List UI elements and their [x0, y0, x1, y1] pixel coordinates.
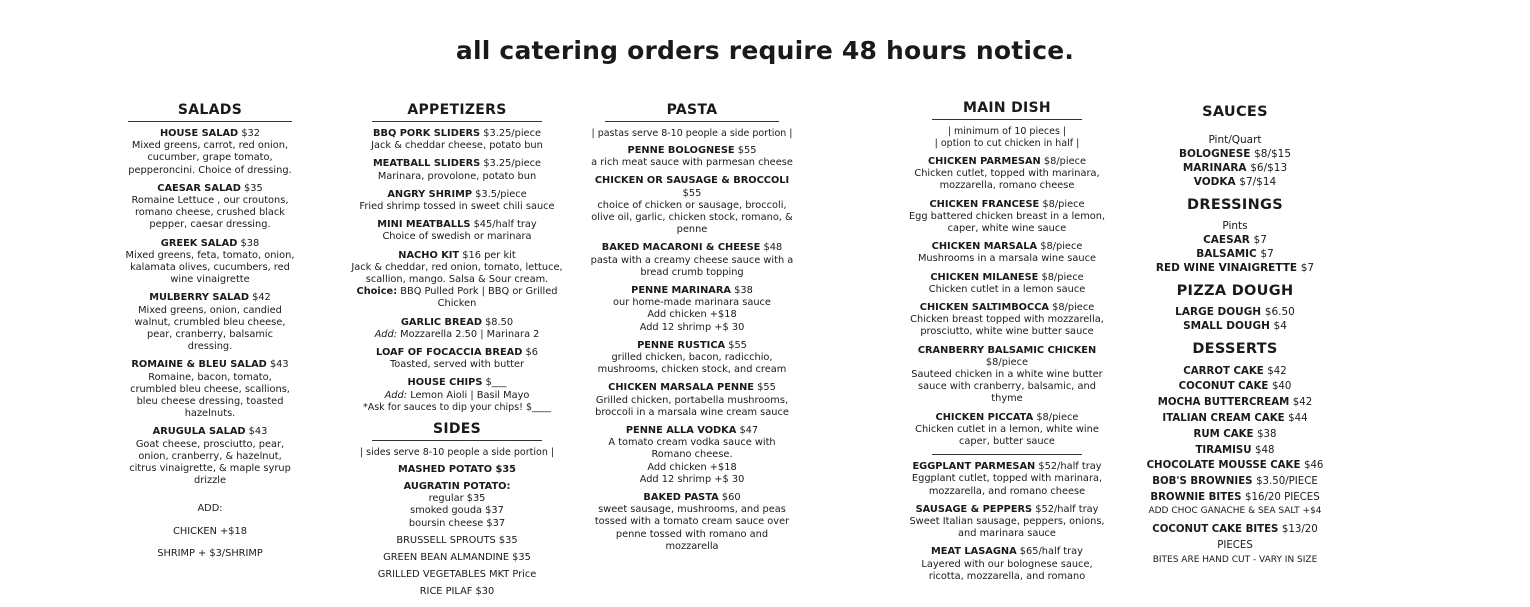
salad-item-header [124, 426, 296, 438]
brownie-bites-note: ADD CHOC GANACHE & SEA SALT +$4 [1148, 505, 1322, 516]
pasta-item-name: PENNE MARINARA [631, 285, 731, 297]
main-dish-item-description: Chicken cutlet in a lemon sauce [928, 283, 1086, 295]
salads-add-list [124, 526, 296, 560]
dessert-item-price: $38 [1257, 428, 1277, 440]
main-dish-item-price: $8/piece [1040, 241, 1083, 253]
sides-divider [372, 440, 542, 441]
dressings-list [1140, 233, 1330, 275]
sauce-item-name: BOLOGNESE [1178, 148, 1251, 160]
salad-item-header [124, 183, 296, 195]
main-dish-title: MAIN DISH [963, 100, 1051, 116]
pasta-item-header [590, 340, 794, 352]
pasta-divider [605, 121, 779, 122]
salad-item-price: $42 [252, 292, 271, 304]
appetizer-item-choice [344, 286, 570, 310]
main-dish-item-header [908, 199, 1106, 211]
main-dish-item-description: Mushrooms in a marsala wine sauce [917, 253, 1097, 265]
appetizer-item-price: $16 per kit [462, 249, 516, 261]
pizza-dough-list [1140, 305, 1330, 333]
dessert-item-name: COCONUT CAKE [1178, 381, 1269, 393]
tray-item [908, 504, 1106, 541]
main-dish-item-description: Chicken cutlet in a lemon, white wine caper, butter sauce [915, 423, 1099, 448]
appetizer-item-name: MEATBALL SLIDERS [372, 158, 481, 170]
salad-item-name: GREEK SALAD [160, 237, 238, 249]
pasta-item-header [590, 242, 794, 254]
dessert-item-price: $44 [1288, 413, 1308, 424]
dessert-item-name: CHOCOLATE MOUSSE CAKE [1146, 460, 1301, 472]
dessert-item [1140, 490, 1330, 506]
appetizer-item-addon [344, 390, 570, 402]
pizza-dough-item-name: SMALL DOUGH [1183, 320, 1270, 333]
pasta-item-header [590, 382, 794, 394]
pasta-item-name: BAKED MACARONI & CHEESE [601, 242, 761, 254]
pasta-item-header [590, 175, 794, 199]
sauce-item-price: $8/$15 [1254, 148, 1292, 160]
appetizer-item [344, 219, 570, 243]
appetizer-item [344, 377, 570, 413]
appetizer-item [344, 189, 570, 213]
sauce-item-name: MARINARA [1182, 162, 1247, 174]
salad-item-header [124, 292, 296, 304]
main-dish-item-header [908, 345, 1106, 369]
main-dish-item [908, 199, 1106, 236]
dessert-item-name: ITALIAN CREAM CAKE [1162, 413, 1285, 424]
pasta-item-header [590, 425, 794, 437]
salads-divider [128, 121, 292, 122]
dessert-item [1140, 395, 1330, 411]
main-dish-item-name: CHICKEN PARMESAN [927, 156, 1041, 167]
main-dish-item-price: $8/piece [1036, 411, 1079, 423]
appetizer-item [344, 250, 570, 311]
desserts-footer-note: BITES ARE HAND CUT - VARY IN SIZE [1152, 555, 1318, 566]
main-dish-divider [932, 119, 1082, 120]
main-dish-item-name: CHICKEN MILANESE [930, 271, 1039, 283]
pasta-item-name: CHICKEN OR SAUSAGE & BROCCOLI [594, 175, 790, 187]
dressing-item [1140, 247, 1330, 261]
tray-item [908, 546, 1106, 583]
salad-item-description: Goat cheese, prosciutto, pear, onion, cranberry, & hazelnut, citrus vinaigrette, & maple syrup drizzle [129, 438, 291, 487]
salad-item-header [124, 238, 296, 250]
dessert-item-name: CARROT CAKE [1183, 365, 1264, 377]
appetizer-item-description: Toasted, served with butter [389, 359, 525, 371]
tray-item-header [908, 546, 1106, 558]
pasta-item-description: A tomato cream vodka sauce with Romano cheese. [608, 437, 776, 461]
pasta-item-name: PENNE BOLOGNESE [627, 145, 735, 156]
main-dish-item-header [908, 241, 1106, 253]
pasta-item-extra: Add 12 shrimp +$ 30 [639, 473, 745, 485]
main-dish-item-name: CHICKEN FRANCESE [929, 198, 1040, 210]
pasta-item-description: pasta with a creamy cheese sauce with a bread crumb topping [590, 254, 794, 278]
sauce-item-name: VODKA [1193, 176, 1236, 188]
appetizer-item-name: MINI MEATBALLS [377, 219, 471, 231]
dessert-item-name: BROWNIE BITES [1150, 491, 1242, 503]
salad-item [124, 359, 296, 420]
pasta-item-price: $38 [734, 285, 753, 297]
pasta-item [590, 492, 794, 553]
main-dish-note: | minimum of 10 pieces | [947, 126, 1067, 137]
sides-augratin-options [344, 493, 570, 530]
appetizers-title: APPETIZERS [407, 102, 507, 118]
coconut-cake-bites [1140, 522, 1330, 554]
main-dish-column [908, 99, 1106, 589]
salad-item-name: MULBERRY SALAD [149, 292, 249, 304]
pasta-item-price: $47 [739, 425, 759, 437]
desserts-list [1140, 364, 1330, 506]
pasta-item-price: $55 [757, 382, 776, 394]
appetizer-item-note: *Ask for sauces to dip your chips! $____ [362, 401, 552, 413]
tray-item-price: $65/half tray [1019, 546, 1083, 558]
pasta-item-price: $55 [728, 339, 747, 351]
tray-item-header [908, 504, 1106, 516]
pasta-item [590, 382, 794, 419]
dressing-item-name: CAESAR [1203, 234, 1250, 247]
sides-note: | sides serve 8-10 people a side portion | [359, 446, 555, 458]
main-dish-item-header [908, 302, 1106, 314]
pasta-item [590, 285, 794, 334]
side-item: RICE PILAF $30 [419, 586, 495, 598]
tray-item-name: EGGPLANT PARMESAN [912, 461, 1036, 473]
appetizer-item-price: $45/half tray [473, 219, 537, 231]
main-dish-notes [908, 126, 1106, 150]
main-dish-item-name: CHICKEN MARSALA [931, 241, 1038, 253]
main-dish-item-price: $8/piece [1041, 271, 1084, 283]
main-dish-item-description: Sauteed chicken in a white wine butter sauce with cranberry, balsamic, and thyme [911, 369, 1103, 405]
coconut-cake-bites-name: COCONUT CAKE BITES [1152, 523, 1279, 535]
augratin-option: regular $35 [428, 493, 486, 505]
salads-list [124, 128, 296, 487]
dressing-item-price: $7 [1260, 248, 1274, 261]
sides-mashed-potato: MASHED POTATO $35 [398, 463, 516, 475]
salad-item [124, 183, 296, 232]
dessert-item [1140, 474, 1330, 490]
main-dish-item [908, 302, 1106, 339]
salad-item-header [124, 359, 296, 371]
appetizers-divider [372, 121, 542, 122]
sauce-item [1140, 161, 1330, 175]
appetizer-item-header [344, 347, 570, 359]
main-dish-item-description: Chicken breast topped with mozzarella, prosciutto, white wine butter sauce [910, 314, 1104, 338]
dessert-item-name: BOB'S BROWNIES [1152, 476, 1253, 488]
dessert-item-price: $40 [1271, 381, 1292, 393]
pasta-item-description: Grilled chicken, portabella mushrooms, broccoli in a marsala wine cream sauce [595, 394, 789, 418]
main-dish-item-header [908, 412, 1106, 424]
pasta-item-description: our home-made marinara sauce [613, 297, 771, 309]
main-dish-tray-list [908, 461, 1106, 583]
pasta-item-description: grilled chicken, bacon, radicchio, mushrooms, chicken stock, and cream [597, 352, 787, 376]
tray-item-header [908, 461, 1106, 473]
pasta-item-name: PENNE RUSTICA [637, 339, 726, 351]
pizza-dough-item-price: $6.50 [1264, 306, 1295, 319]
pasta-list [590, 145, 794, 553]
appetizer-item-choice-text: BBQ Pulled Pork | BBQ or Grilled Chicken [400, 286, 558, 310]
dessert-item [1140, 458, 1330, 474]
pasta-item-header [590, 145, 794, 157]
main-dish-list [908, 156, 1106, 448]
salad-item-price: $43 [269, 359, 289, 371]
appetizer-item-addon [344, 329, 570, 341]
dessert-item-price: $48 [1255, 444, 1275, 456]
pasta-item-extra: Add 12 shrimp +$ 30 [639, 321, 745, 333]
main-dish-item-name: CHICKEN PICCATA [935, 411, 1034, 423]
tray-item [908, 461, 1106, 498]
tray-item-description: Layered with our bolognese sauce, ricotta, mozzarella, and romano [921, 558, 1093, 582]
appetizer-item-price: $6 [525, 347, 538, 359]
appetizer-item-name: NACHO KIT [398, 249, 460, 261]
main-dish-item-price: $8/piece [1052, 302, 1095, 314]
appetizer-item-addon-text: Mozzarella 2.50 | Marinara 2 [400, 328, 540, 340]
salad-item-description: Romaine Lettuce , our croutons, romano cheese, crushed black pepper, caesar dressing. [131, 195, 289, 231]
salad-item [124, 292, 296, 353]
appetizer-item-addon-label: Add: [374, 328, 398, 340]
sauce-item [1140, 147, 1330, 161]
pasta-item [590, 242, 794, 279]
appetizer-item [344, 317, 570, 341]
augratin-option: boursin cheese $37 [408, 517, 506, 529]
appetizer-item [344, 158, 570, 182]
appetizer-item-price: $___ [485, 377, 507, 389]
main-dish-item [908, 156, 1106, 193]
salad-item-price: $32 [241, 128, 261, 139]
dessert-item [1140, 364, 1330, 380]
appetizer-item-description: Fried shrimp tossed in sweet chili sauce [359, 201, 555, 213]
salad-item-description: Mixed greens, feta, tomato, onion, kalamata olives, cucumbers, red wine vinaigrette [125, 249, 295, 286]
salad-item [124, 238, 296, 287]
dressings-title: DRESSINGS [1187, 197, 1283, 213]
pasta-title: PASTA [666, 102, 718, 118]
appetizers-column [344, 101, 570, 604]
main-dish-item-name: CHICKEN SALTIMBOCCA [919, 302, 1049, 314]
appetizers-list [344, 128, 570, 414]
salad-add-option: CHICKEN +$18 [173, 525, 247, 537]
tray-item-price: $52/half tray [1035, 503, 1099, 515]
salad-item-description: Mixed greens, carrot, red onion, cucumber, grape tomato, pepperoncini. Choice of dressing. [128, 140, 292, 176]
pizza-dough-item [1140, 305, 1330, 319]
main-dish-item-price: $8/piece [985, 356, 1029, 368]
sauces-desserts-column [1140, 103, 1330, 566]
main-dish-item-description: Chicken cutlet, topped with marinara, mozzarella, romano cheese [914, 168, 1100, 192]
appetizer-item-price: $8.50 [485, 316, 514, 328]
appetizer-item-header [344, 219, 570, 231]
main-dish-item-name: CRANBERRY BALSAMIC CHICKEN [917, 344, 1097, 356]
side-item: BRUSSELL SPROUTS $35 [396, 534, 518, 546]
appetizer-item-name: LOAF OF FOCACCIA BREAD [376, 347, 523, 359]
dessert-item-name: MOCHA BUTTERCREAM [1157, 397, 1290, 409]
sides-title: SIDES [432, 420, 482, 437]
pasta-item-header [590, 492, 794, 504]
augratin-option: smoked gouda $37 [410, 505, 504, 517]
pizza-dough-title: PIZZA DOUGH [1176, 283, 1294, 300]
salad-item [124, 128, 296, 177]
salad-item [124, 426, 296, 487]
appetizer-item-name: ANGRY SHRIMP [387, 188, 473, 200]
salad-item-name: CAESAR SALAD [157, 182, 241, 194]
main-dish-item-header [908, 272, 1106, 284]
main-dish-item-price: $8/piece [1043, 156, 1087, 167]
appetizer-item-price: $3.5/piece [475, 188, 527, 200]
appetizer-item-name: GARLIC BREAD [400, 316, 482, 328]
appetizer-item [344, 347, 570, 371]
appetizer-item-header [344, 189, 570, 201]
main-dish-tray-divider [932, 454, 1082, 455]
dessert-item-price: $3.50/PIECE [1256, 476, 1318, 488]
sides-augratin-title: AUGRATIN POTATO: [403, 481, 511, 493]
tray-item-name: SAUSAGE & PEPPERS [915, 503, 1033, 515]
salad-item-header [124, 128, 296, 140]
dressing-item-name: RED WINE VINAIGRETTE [1155, 262, 1298, 275]
appetizer-item-description: Jack & cheddar cheese, potato bun [371, 140, 543, 152]
salad-item-name: ROMAINE & BLEU SALAD [131, 359, 267, 371]
appetizer-item-addon-label: Add: [384, 389, 408, 401]
main-dish-item [908, 412, 1106, 449]
appetizer-item-choice-label: Choice: [356, 286, 398, 298]
pasta-item-description: a rich meat sauce with parmesan cheese [591, 157, 793, 169]
dessert-item-name: RUM CAKE [1193, 428, 1254, 440]
tray-item-description: Eggplant cutlet, topped with marinara, mozzarella, and romano cheese [911, 473, 1103, 497]
main-dish-item-header [908, 156, 1106, 168]
appetizer-item-header [344, 377, 570, 389]
appetizer-item-name: HOUSE CHIPS [407, 377, 483, 389]
desserts-title: DESSERTS [1192, 341, 1278, 358]
pasta-item-price: $60 [721, 492, 741, 504]
tray-item-name: MEAT LASAGNA [931, 546, 1017, 558]
dressing-item [1140, 233, 1330, 247]
dessert-item [1140, 379, 1330, 395]
main-dish-item-price: $8/piece [1042, 198, 1085, 210]
pasta-item-description: choice of chicken or sausage, broccoli, olive oil, garlic, chicken stock, romano, & penne [591, 199, 793, 236]
pasta-item-description: sweet sausage, mushrooms, and peas tossed with a tomato cream sauce over penne tossed with romano and mozzarella [594, 504, 790, 552]
tray-item-description: Sweet Italian sausage, peppers, onions, and marinara sauce [909, 516, 1105, 540]
sauces-title: SAUCES [1202, 104, 1268, 120]
sides-list [344, 535, 570, 599]
pizza-dough-item-price: $4 [1273, 320, 1287, 333]
salads-title: SALADS [177, 102, 243, 118]
pizza-dough-item-name: LARGE DOUGH [1175, 306, 1262, 319]
pasta-item-name: PENNE ALLA VODKA [625, 425, 737, 437]
pasta-column [590, 101, 794, 559]
dressing-item [1140, 261, 1330, 275]
coconut-cake-bites-price: $13/20 PIECES [1217, 523, 1318, 551]
salad-item-description: Mixed greens, onion, candied walnut, crumbled bleu cheese, pear, cranberry, balsamic dressing. [134, 304, 286, 353]
sauce-item-price: $6/$13 [1250, 162, 1288, 174]
pasta-item-name: CHICKEN MARSALA PENNE [608, 382, 754, 394]
appetizer-item-header [344, 250, 570, 262]
appetizer-item-description: Marinara, provolone, potato bun [377, 170, 537, 182]
appetizer-item-price: $3.25/piece [483, 128, 541, 139]
pasta-item-name: BAKED PASTA [643, 492, 719, 504]
pasta-item-price: $48 [763, 242, 783, 254]
main-dish-item [908, 272, 1106, 296]
pasta-item-extra: Add chicken +$18 [647, 309, 737, 321]
sauce-item-price: $7/$14 [1239, 176, 1277, 188]
salad-item-price: $38 [240, 237, 260, 249]
dressing-item-name: BALSAMIC [1196, 248, 1257, 261]
pasta-item-extra: Add chicken +$18 [647, 461, 737, 473]
main-dish-item-description: Egg battered chicken breast in a lemon, caper, white wine sauce [908, 210, 1106, 235]
pasta-item-header [590, 285, 794, 297]
dressings-unit: Pints [1222, 220, 1248, 233]
salads-add-title: ADD: [197, 503, 223, 515]
dessert-item-price: $16/20 PIECES [1245, 491, 1320, 503]
salad-add-option: SHRIMP + $3/SHRIMP [157, 547, 263, 559]
appetizer-item-header [344, 158, 570, 170]
pasta-item [590, 175, 794, 236]
pasta-item-price: $55 [682, 187, 702, 199]
dessert-item-price: $42 [1267, 365, 1287, 377]
pizza-dough-item [1140, 319, 1330, 333]
salad-item-name: HOUSE SALAD [159, 128, 239, 139]
pasta-note: | pastas serve 8-10 people a side portion | [591, 128, 793, 139]
dessert-item-price: $46 [1303, 460, 1324, 472]
salad-item-description: Romaine, bacon, tomato, crumbled bleu cheese, scallions, bleu cheese dressing, toasted hazelnuts. [130, 371, 290, 420]
dessert-item [1140, 443, 1330, 459]
tray-item-price: $52/half tray [1038, 461, 1102, 473]
appetizer-item-name: BBQ PORK SLIDERS [373, 128, 481, 139]
main-dish-item [908, 241, 1106, 265]
pasta-item [590, 425, 794, 486]
side-item: GRILLED VEGETABLES MKT Price [377, 569, 537, 581]
appetizer-item-description: Jack & cheddar, red onion, tomato, lettuce, scallion, mango. Salsa & Sour cream. [351, 261, 563, 286]
side-item: GREEN BEAN ALMANDINE $35 [383, 552, 531, 564]
salads-column [124, 101, 296, 570]
pasta-item [590, 145, 794, 169]
pasta-item [590, 340, 794, 377]
appetizer-item-description: Choice of swedish or marinara [382, 231, 532, 243]
appetizer-item-header [344, 317, 570, 329]
dressing-item-price: $7 [1300, 262, 1315, 275]
catering-notice-headline: all catering orders require 48 hours notice. [455, 36, 1075, 65]
main-dish-note: | option to cut chicken in half | [934, 138, 1080, 149]
salad-item-name: ARUGULA SALAD [152, 426, 246, 438]
appetizer-item-addon-text: Lemon Aioli | Basil Mayo [410, 389, 530, 401]
appetizer-item-header [344, 128, 570, 140]
salad-item-price: $35 [244, 182, 263, 194]
dessert-item [1140, 427, 1330, 443]
pasta-item-price: $55 [737, 145, 757, 156]
sauces-unit: Pint/Quart [1208, 134, 1262, 146]
sauces-list [1140, 147, 1330, 189]
dessert-item-price: $42 [1292, 397, 1313, 409]
dessert-item [1140, 411, 1330, 427]
sauce-item [1140, 175, 1330, 189]
appetizer-item-price: $3.25/piece [483, 158, 542, 170]
appetizer-item [344, 128, 570, 152]
dessert-item-name: TIRAMISU [1195, 444, 1252, 456]
salad-item-price: $43 [248, 426, 268, 438]
dressing-item-price: $7 [1253, 234, 1267, 247]
main-dish-item [908, 345, 1106, 406]
